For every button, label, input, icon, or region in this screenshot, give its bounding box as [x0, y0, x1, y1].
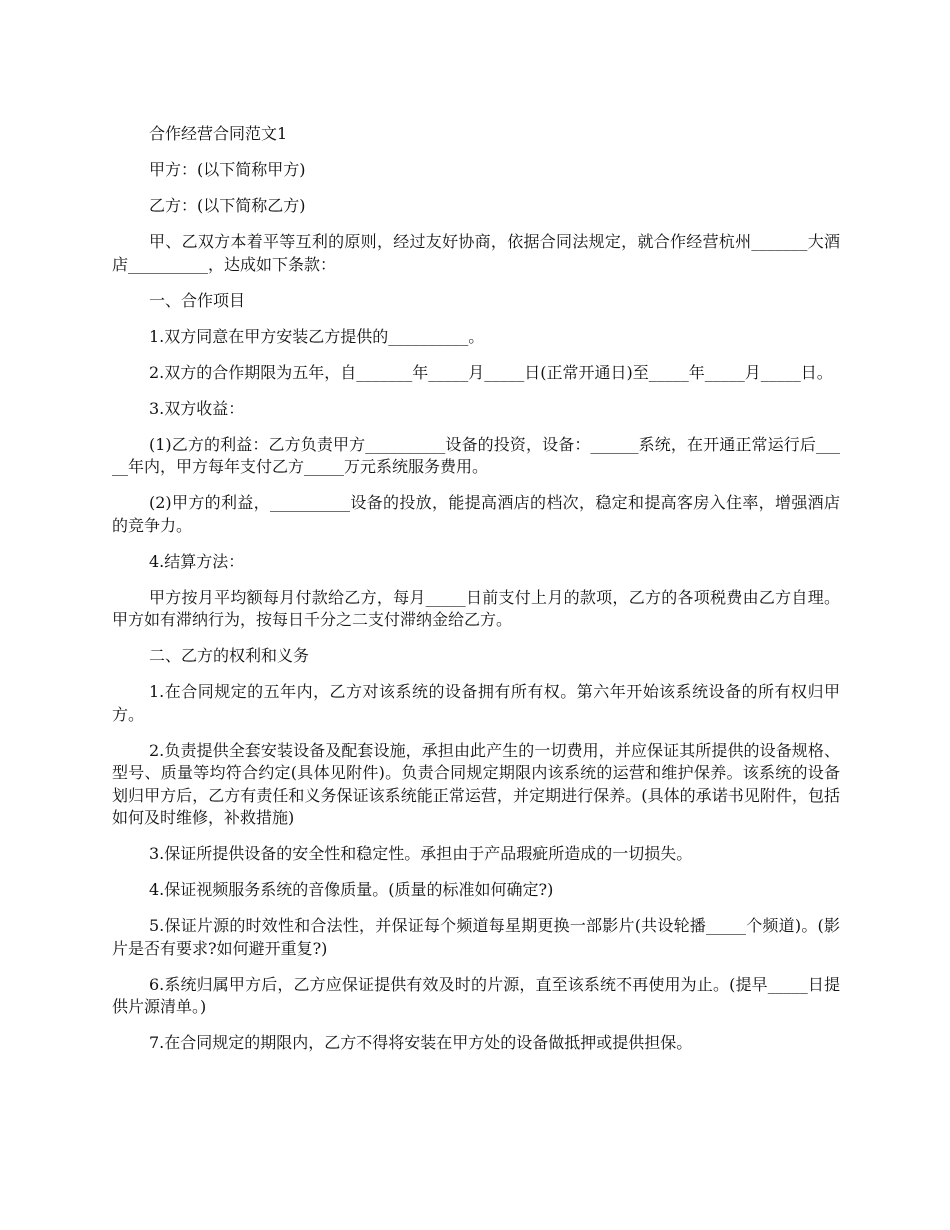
clause-2-5: 5.保证片源的时效性和合法性，并保证每个频道每星期更换一部影片(共设轮播_____个频道)。(影片是否有要求?如何避开重复?) — [112, 916, 840, 958]
party-b-line: 乙方：(以下简称乙方) — [149, 196, 306, 215]
clause-1-4: 4.结算方法： — [149, 551, 245, 571]
clause-1-1: 1.双方同意在甲方安装乙方提供的__________。 — [149, 326, 485, 346]
party-a-line: 甲方：(以下简称甲方) — [149, 160, 306, 179]
preamble-paragraph: 甲、乙双方本着平等互利的原则，经过友好协商，依据合同法规定，就合作经营杭州_______大酒店__________，达成如下条款： — [112, 232, 840, 274]
clause-2-7: 7.在合同规定的期限内，乙方不得将安装在甲方处的设备做抵押或提供担保。 — [149, 1033, 693, 1052]
clause-2-2: 2.负责提供全套安装设备及配套设施，承担由此产生的一切费用，并应保证其所提供的设备规格、型号、质量等均符合约定(具体见附件)。负责合同规定期限内该系统的运营和维护保养。该系统的设备划归甲方后，乙方有责任和义务保证该系统能正常运营，并定期进行保养。(具体的承诺书见附件，包括如何及时维修，补救措施) — [112, 740, 840, 827]
clause-2-1: 1.在合同规定的五年内，乙方对该系统的设备拥有所有权。第六年开始该系统设备的所有权归甲方。 — [112, 682, 840, 724]
clause-2-6: 6.系统归属甲方后，乙方应保证提供有效及时的片源，直至该系统不再使用为止。(提早_____日提供片源清单。) — [112, 974, 840, 1016]
clause-1-3-2: (2)甲方的利益，__________设备的投放，能提高酒店的档次，稳定和提高客房入住率，增强酒店的竞争力。 — [112, 493, 840, 535]
clause-1-3: 3.双方收益： — [149, 398, 245, 418]
clause-2-4: 4.保证视频服务系统的音像质量。(质量的标准如何确定?) — [149, 880, 554, 899]
section-heading-cooperation-project: 一、合作项目 — [149, 290, 246, 310]
clause-1-2: 2.双方的合作期限为五年，自_______年_____月_____日(正常开通日)至_____年_____月_____日。 — [149, 362, 833, 382]
settlement-paragraph: 甲方按月平均额每月付款给乙方，每月_____日前支付上月的款项，乙方的各项税费由乙方自理。甲方如有滞纳行为，按每日千分之二支付滞纳金给乙方。 — [112, 587, 840, 629]
section-heading-party-b-rights: 二、乙方的权利和义务 — [149, 646, 310, 665]
clause-2-3: 3.保证所提供设备的安全性和稳定性。承担由于产品瑕疵所造成的一切损失。 — [149, 844, 693, 863]
document-title: 合作经营合同范文1 — [149, 124, 288, 143]
document-body — [112, 123, 840, 1068]
clause-1-3-1: (1)乙方的利益：乙方负责甲方__________设备的投资，设备：______系统，在开通正常运行后_____年内，甲方每年支付乙方_____万元系统服务费用。 — [112, 434, 840, 476]
